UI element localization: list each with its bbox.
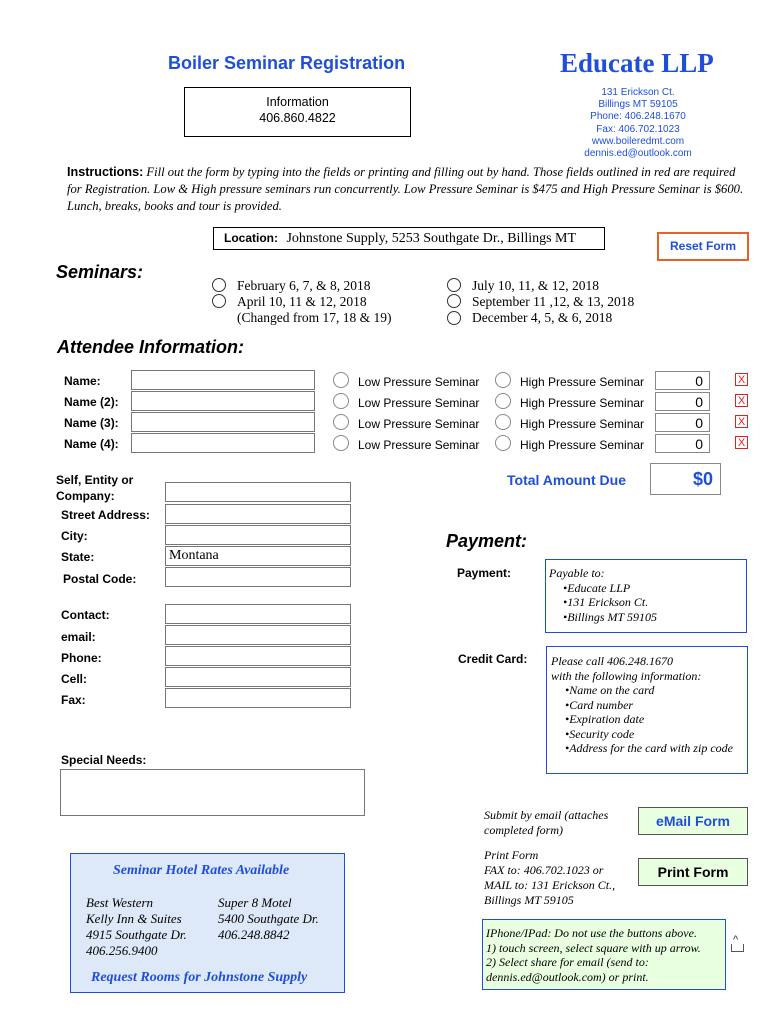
hotel-line: Super 8 Motel [218, 895, 292, 910]
low-pressure-radio[interactable] [333, 414, 349, 430]
phone-input[interactable] [165, 646, 351, 666]
low-pressure-label: Low Pressure Seminar [358, 438, 480, 452]
company-label-line: Company: [56, 489, 115, 503]
seminar-date: December 4, 5, & 6, 2018 [472, 310, 613, 325]
attendee-name-input[interactable] [131, 370, 315, 390]
company-input[interactable] [165, 482, 351, 502]
print-form-button[interactable]: Print Form [638, 858, 748, 886]
address-line: Billings MT 59105 [598, 99, 678, 111]
seminar-date: April 10, 11 & 12, 2018 [237, 294, 367, 309]
cell-input[interactable] [165, 667, 351, 687]
email-note [484, 808, 608, 838]
payment-label: Payment: [457, 566, 512, 580]
payable-line: •131 Erickson Ct. [563, 595, 649, 609]
high-pressure-label: High Pressure Seminar [520, 396, 645, 410]
attendee-name-input[interactable] [131, 412, 315, 432]
city-input[interactable] [165, 525, 351, 545]
payable-line: Payable to: [549, 566, 605, 580]
high-pressure-label: High Pressure Seminar [520, 417, 645, 431]
payable-line: •Educate LLP [563, 580, 631, 595]
address-line: Fax: 406.702.1023 [596, 123, 680, 135]
instructions-label: Instructions: [67, 165, 144, 179]
cc-line: •Card number [565, 697, 634, 712]
seminar-radio-feb[interactable] [212, 278, 226, 292]
high-pressure-label: High Pressure Seminar [520, 438, 645, 452]
print-note-line: FAX to: 406.702.1023 or [484, 863, 604, 877]
email-input[interactable] [165, 625, 351, 645]
credit-card-panel [546, 646, 748, 774]
amount-field[interactable]: 0 [655, 434, 710, 453]
attendee-name-label: Name (3): [64, 416, 119, 430]
clear-row-button[interactable]: X [735, 436, 748, 449]
street-label: Street Address: [61, 508, 150, 522]
low-pressure-label: Low Pressure Seminar [358, 375, 480, 389]
total-amount: $0 [650, 463, 721, 495]
iphone-line: 1) touch screen, select square with up arrow. [486, 940, 701, 955]
info-box [184, 87, 411, 137]
print-note-line: MAIL to: 131 Erickson Ct., [484, 878, 616, 892]
low-pressure-label: Low Pressure Seminar [358, 417, 480, 431]
clear-row-button[interactable]: X [735, 415, 748, 428]
seminar-date: July 10, 11, & 12, 2018 [472, 278, 600, 293]
amount-field[interactable]: 0 [655, 371, 710, 390]
attendee-name-input[interactable] [131, 433, 315, 453]
cc-line: •Name on the card [565, 683, 655, 697]
location-label: Location: [224, 231, 278, 245]
location-value: Johnstone Supply, 5253 Southgate Dr., Billings MT [286, 231, 577, 246]
postal-label: Postal Code: [63, 572, 137, 586]
contact-input[interactable] [165, 604, 351, 624]
hotel-best-western [86, 895, 187, 959]
company-label-line: Self, Entity or [56, 473, 134, 487]
iphone-line: IPhone/IPad: Do not use the buttons above. [486, 926, 697, 940]
low-pressure-label: Low Pressure Seminar [358, 396, 480, 410]
payable-line: •Billings MT 59105 [563, 609, 657, 624]
email-form-button[interactable]: eMail Form [638, 807, 748, 835]
share-glyph: ^ [733, 934, 739, 946]
high-pressure-label: High Pressure Seminar [520, 375, 645, 389]
location-box [213, 227, 605, 250]
cell-label: Cell: [61, 672, 88, 686]
hotel-line: 406.248.8842 [218, 927, 290, 942]
low-pressure-radio[interactable] [333, 372, 349, 388]
iphone-line: 2) Select share for email (send to: [486, 955, 649, 969]
hotel-line: 4915 Southgate Dr. [86, 927, 187, 942]
cc-line: with the following information: [551, 668, 702, 683]
reset-form-button[interactable]: Reset Form [657, 232, 749, 261]
attendee-name-label: Name (4): [64, 437, 119, 451]
city-label: City: [61, 529, 88, 543]
info-label: Information [266, 95, 329, 109]
fax-label: Fax: [61, 693, 86, 707]
high-pressure-radio[interactable] [495, 372, 511, 388]
attendee-name-input[interactable] [131, 391, 315, 411]
special-needs-input[interactable] [60, 769, 365, 816]
state-input[interactable]: Montana [165, 546, 351, 566]
email-note-line: Submit by email (attaches [484, 808, 609, 822]
contact-label: Contact: [61, 608, 110, 622]
clear-row-button[interactable]: X [735, 394, 748, 407]
state-label: State: [61, 550, 95, 564]
seminar-date: February 6, 7, & 8, 2018 [237, 278, 371, 293]
instructions [67, 164, 753, 215]
high-pressure-radio[interactable] [495, 414, 511, 430]
seminar-radio-apr[interactable] [212, 294, 226, 308]
iphone-line: dennis.ed@outlook.com) or print. [486, 969, 649, 984]
company-address [568, 87, 708, 160]
phone-label: Phone: [61, 651, 102, 665]
hotel-line: Kelly Inn & Suites [86, 911, 182, 926]
low-pressure-radio[interactable] [333, 393, 349, 409]
seminar-dates-left [237, 278, 391, 326]
info-phone: 406.860.4822 [259, 111, 336, 125]
postal-input[interactable] [165, 567, 351, 587]
seminar-dates-right [472, 278, 634, 326]
seminars-heading: Seminars: [56, 262, 144, 282]
amount-field[interactable]: 0 [655, 392, 710, 411]
print-note-line: Print Form [484, 848, 539, 862]
form-title: Boiler Seminar Registration [168, 53, 406, 73]
hotel-heading: Seminar Hotel Rates Available [113, 863, 290, 878]
hotel-super8 [218, 895, 319, 943]
seminar-radio-jul[interactable] [447, 278, 461, 292]
attendee-name-label: Name (2): [64, 395, 119, 409]
clear-row-button[interactable]: X [735, 373, 748, 386]
hotel-line: Best Western [86, 895, 154, 910]
amount-field[interactable]: 0 [655, 413, 710, 432]
street-input[interactable] [165, 504, 351, 524]
cc-line: •Expiration date [565, 712, 645, 726]
address-line: 131 Erickson Ct. [601, 87, 675, 98]
cc-line: Please call 406.248.1670 [551, 654, 673, 668]
print-note [484, 848, 615, 908]
address-line: www.boileredmt.com [591, 135, 685, 147]
print-note-line: Billings MT 59105 [484, 893, 574, 907]
hotel-panel [70, 853, 345, 993]
instructions-text: Fill out the form by typing into the fields or printing and filling out by hand. Those fields outlined in red are required for Registration. Low & High pressure seminars run concurrently. Low Pressure Seminar is $475 and High Pressure Seminar is $600. Lunch, breaks, books and tour is provided. [67, 165, 744, 213]
share-icon [731, 934, 744, 952]
payable-panel [545, 559, 747, 633]
cc-line: •Security code [565, 726, 635, 741]
total-label: Total Amount Due [507, 472, 626, 488]
iphone-note [482, 919, 726, 990]
high-pressure-radio[interactable] [495, 393, 511, 409]
address-line: Phone: 406.248.1670 [590, 111, 686, 123]
seminar-date-note: (Changed from 17, 18 & 19) [237, 310, 392, 325]
seminar-date: September 11 ,12, & 13, 2018 [472, 294, 635, 309]
attendee-heading: Attendee Information: [57, 337, 244, 357]
company-label [56, 472, 133, 504]
special-needs-label: Special Needs: [61, 753, 147, 767]
hotel-line: 5400 Southgate Dr. [218, 911, 319, 926]
payment-heading: Payment: [446, 531, 528, 551]
credit-card-label: Credit Card: [458, 652, 528, 666]
seminar-radio-sep[interactable] [447, 294, 461, 308]
cc-line: •Address for the card with zip code [565, 741, 733, 755]
email-note-line: completed form) [484, 823, 563, 837]
hotel-footer: Request Rooms for Johnstone Supply [91, 970, 308, 985]
seminar-radio-dec[interactable] [447, 311, 461, 325]
email-label: email: [61, 630, 96, 644]
address-line: dennis.ed@outlook.com [584, 148, 692, 160]
company-name: Educate LLP [560, 48, 714, 78]
hotel-line: 406.256.9400 [86, 943, 158, 958]
high-pressure-radio[interactable] [495, 435, 511, 451]
attendee-name-label: Name: [64, 374, 101, 388]
fax-input[interactable] [165, 688, 351, 708]
low-pressure-radio[interactable] [333, 435, 349, 451]
